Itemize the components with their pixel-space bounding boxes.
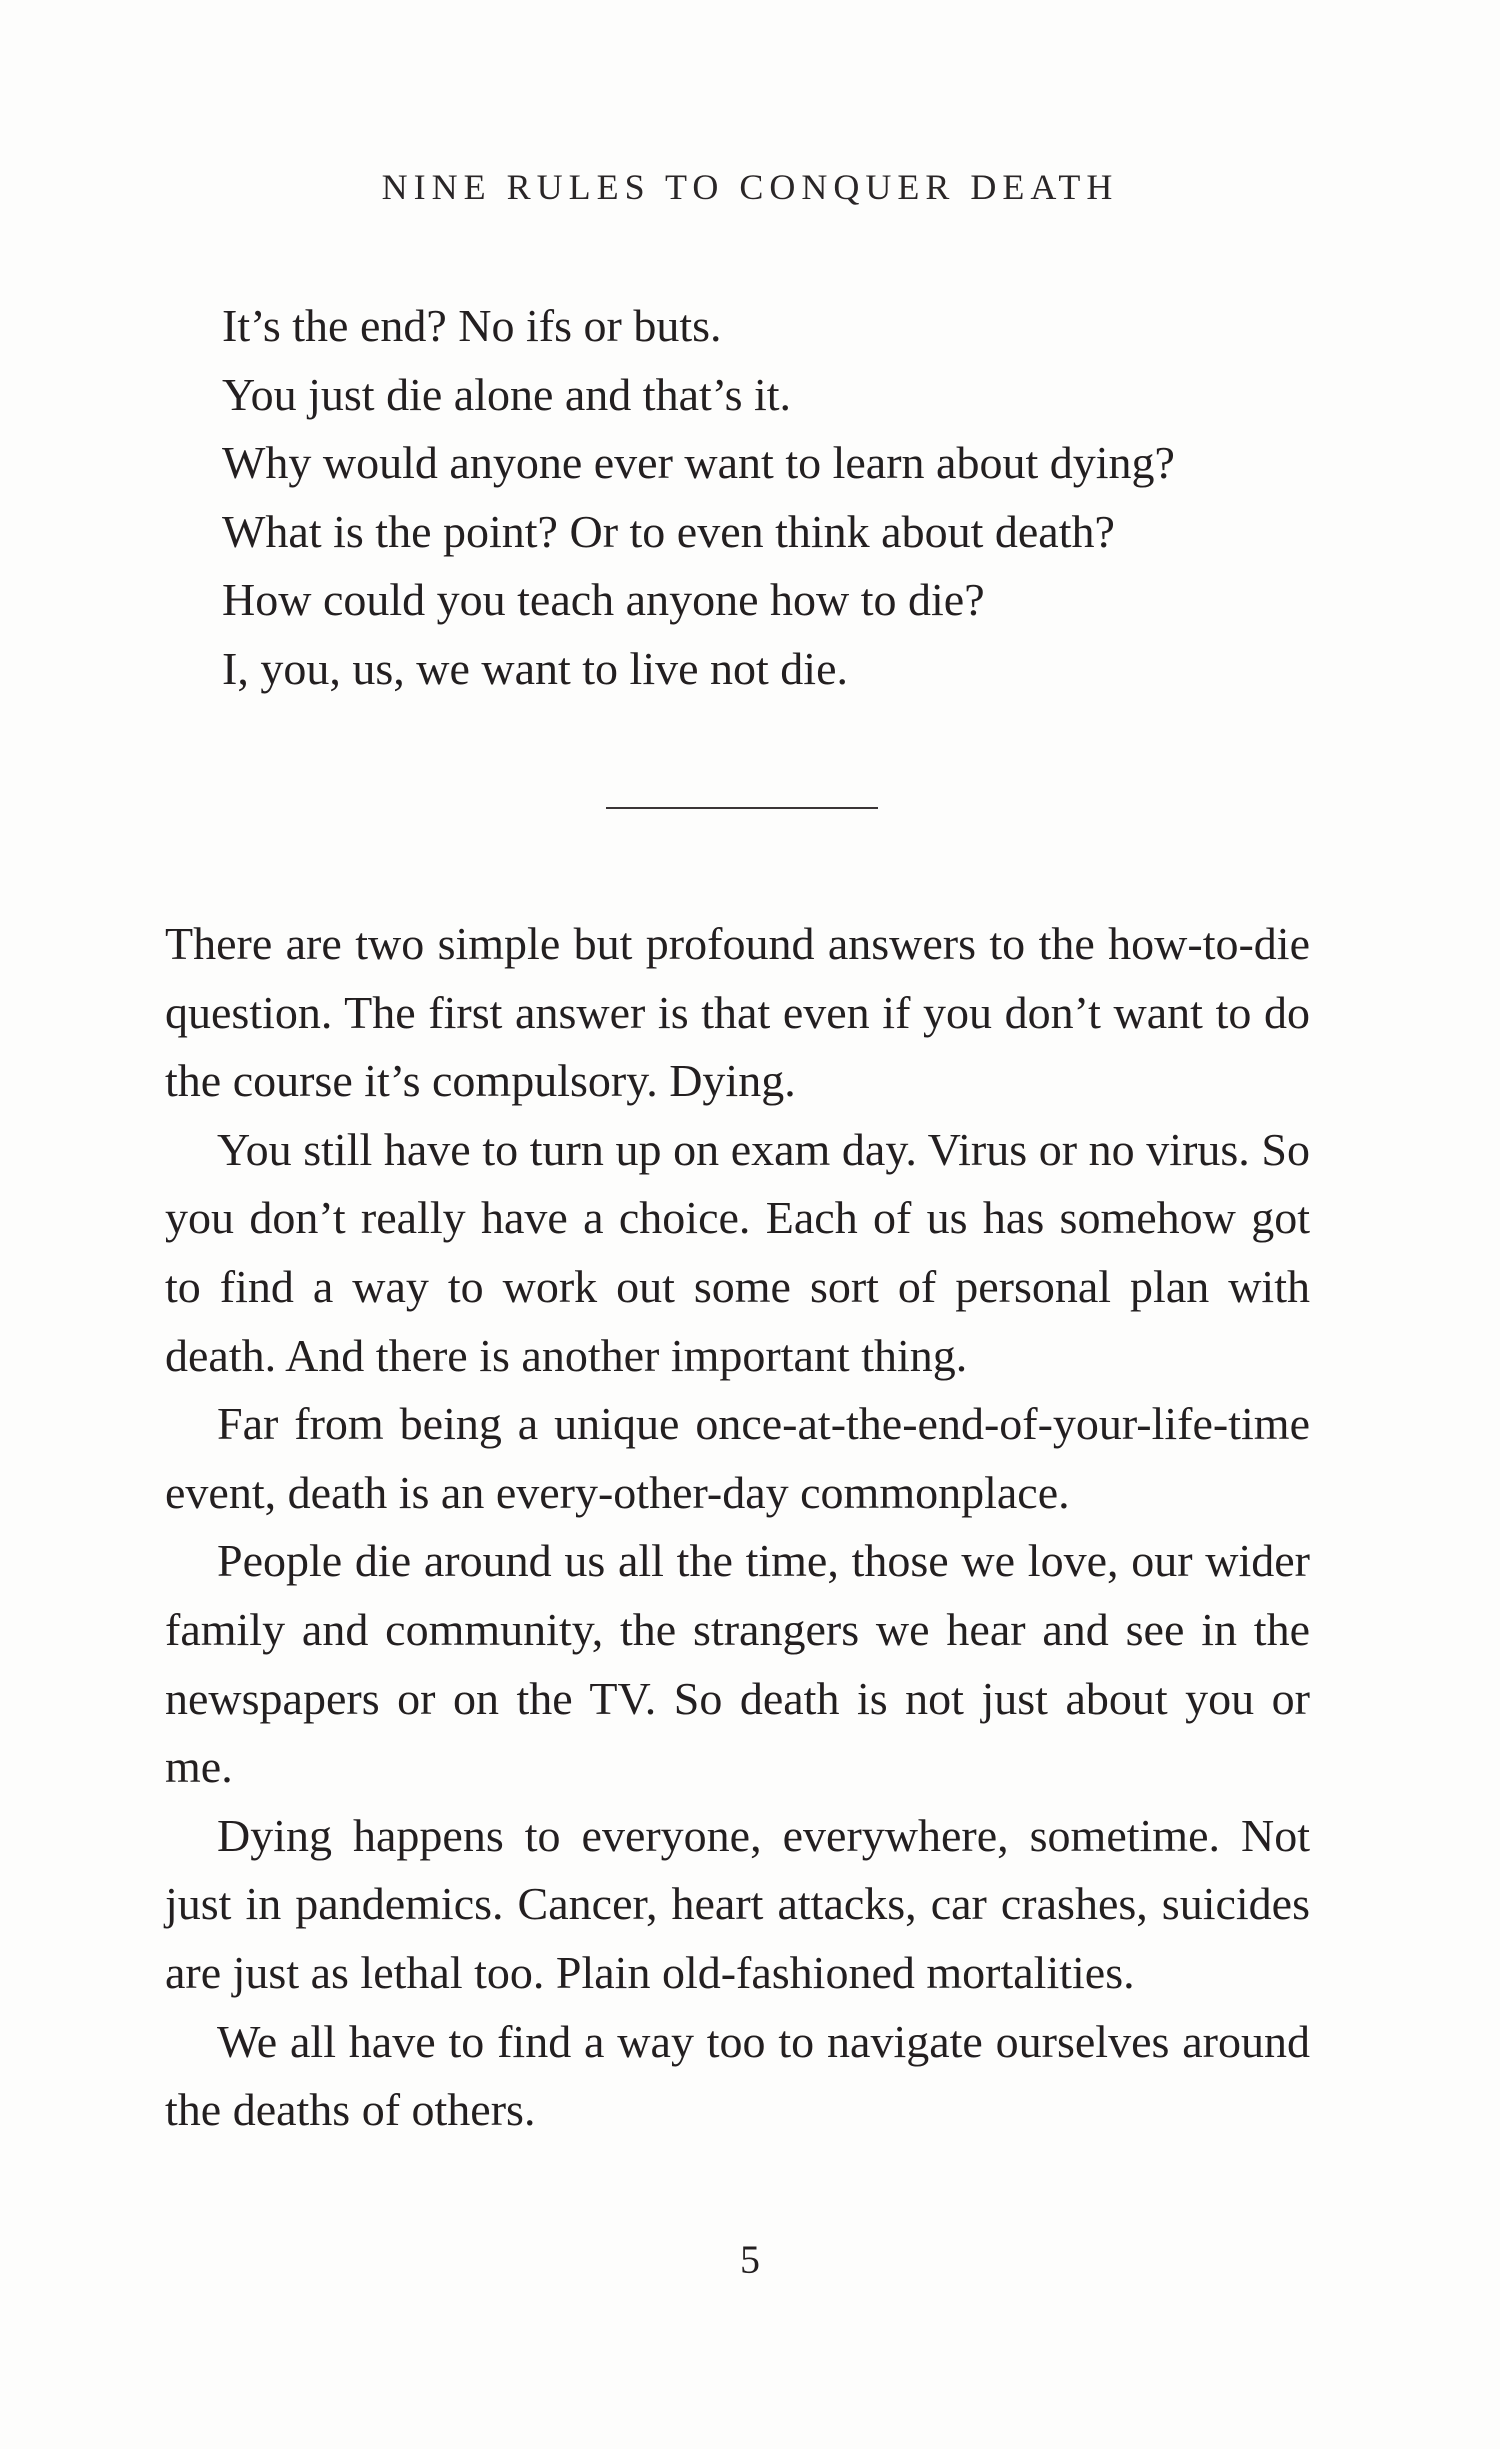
verse-line: You just die alone and that’s it. xyxy=(222,368,792,420)
paragraph: Dying happens to everyone, everywhere, sometime. Not just in pandemics. Cancer, heart attacks, car crashes, suicides are just as lethal too. Plain old-fashioned mortalities. xyxy=(165,1809,1310,1998)
body-text xyxy=(165,910,1310,2145)
paragraph: We all have to find a way too to navigate ourselves around the deaths of others. xyxy=(165,2015,1310,2136)
running-head: NINE RULES TO CONQUER DEATH xyxy=(381,167,1119,207)
verse-line: It’s the end? No ifs or buts. xyxy=(222,300,722,351)
page-number: 5 xyxy=(740,2237,760,2282)
paragraph: There are two simple but profound answers to the how-to-die question. The first answer is that even if you don’t want to do the course it’s compulsory. Dying. xyxy=(165,918,1310,1107)
verse-line: Why would anyone ever want to learn about dying? xyxy=(222,437,1175,488)
verse-line: I, you, us, we want to live not die. xyxy=(222,642,849,694)
paragraph: People die around us all the time, those we love, our wider family and community, the strangers we hear and see in the newspapers or on the TV. So death is not just about you or me. xyxy=(165,1535,1310,1793)
verse-line: What is the point? Or to even think about death? xyxy=(222,505,1115,557)
section-divider xyxy=(606,807,878,809)
verse-block xyxy=(222,292,1372,703)
paragraph: You still have to turn up on exam day. Virus or no virus. So you don’t really have a choice. Each of us has somehow got to find a way to work out some sort of personal plan with death. And there is another important thing. xyxy=(165,1123,1310,1381)
paragraph: Far from being a unique once-at-the-end-of-your-life-time event, death is an every-other-day commonplace. xyxy=(165,1398,1310,1518)
verse-line: How could you teach anyone how to die? xyxy=(222,574,985,625)
